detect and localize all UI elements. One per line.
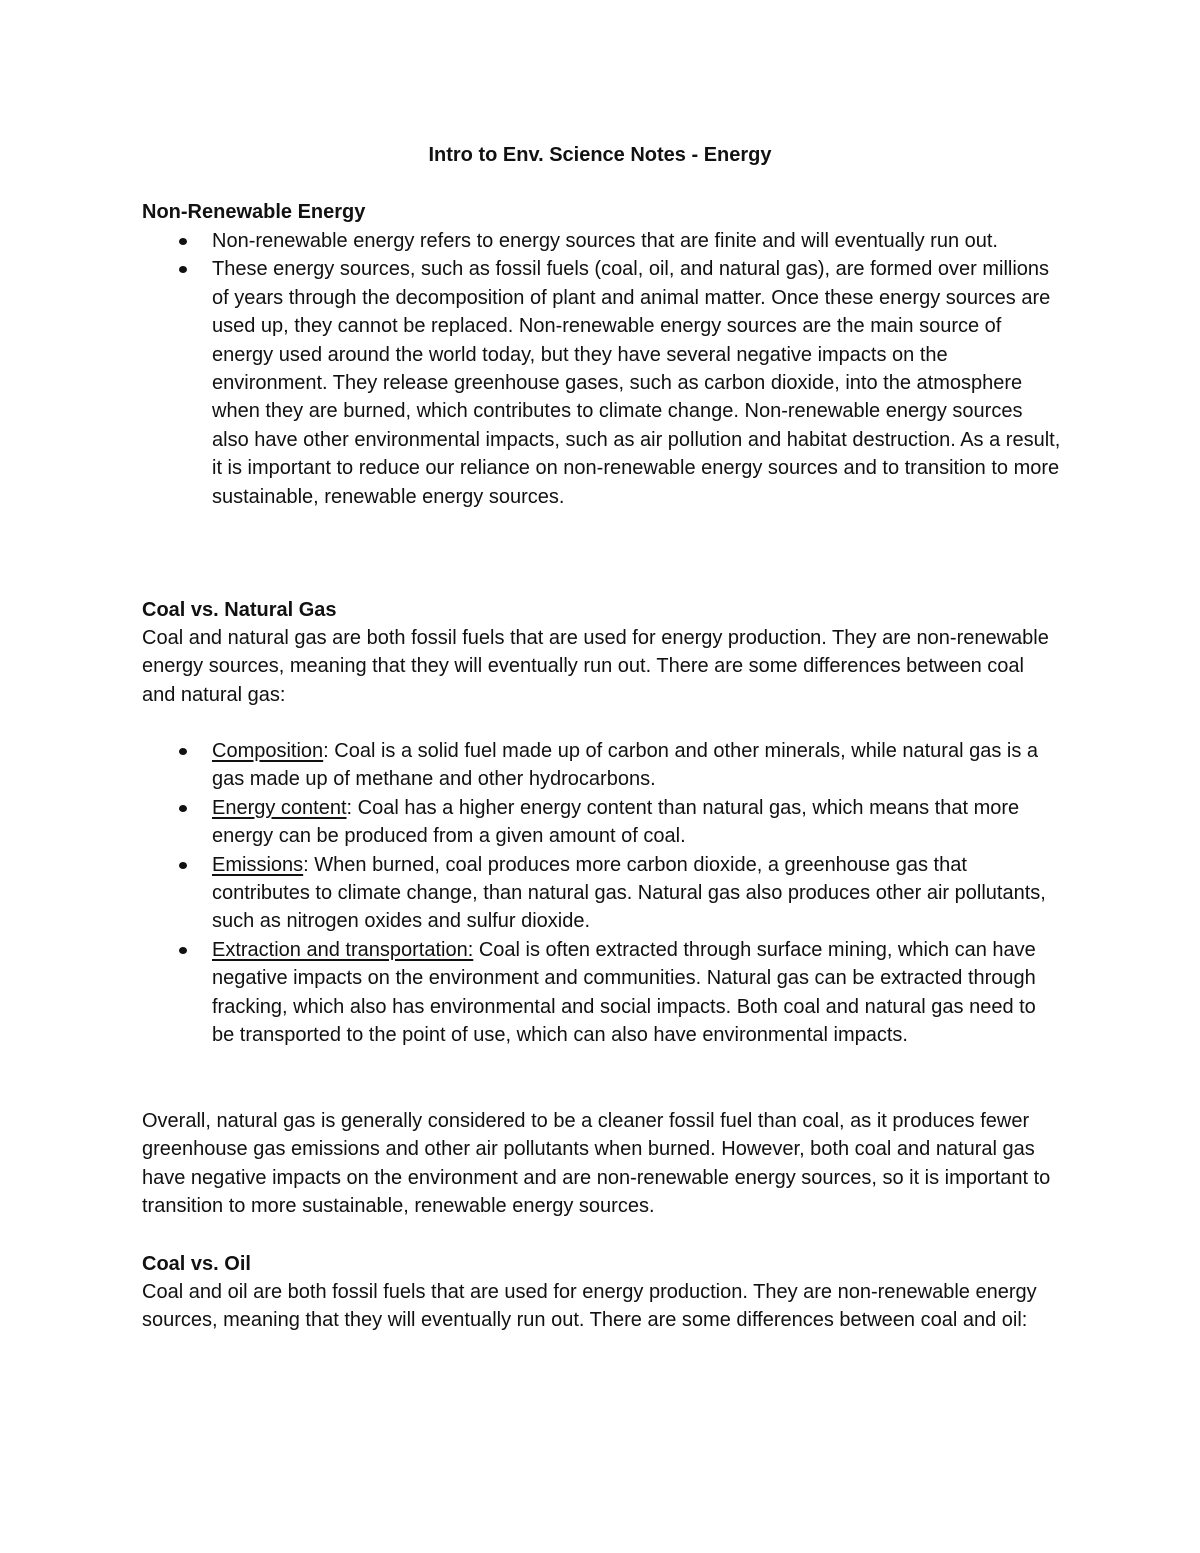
item-text: Coal has a higher energy content than natural gas, which means that more energy can be produced from a given amount of coal. [212, 796, 1020, 848]
list-item [142, 255, 1062, 511]
term-separator: : [346, 796, 353, 819]
term-composition: Composition [212, 740, 324, 762]
term-separator: : [303, 853, 309, 876]
list-item [142, 936, 1062, 1050]
document-title: Intro to Env. Science Notes - Energy [428, 144, 772, 166]
heading-coal-vs-oil: Coal vs. Oil [142, 1253, 251, 1275]
list-item [142, 737, 1062, 794]
list-item [142, 794, 1062, 851]
item-text: Coal is a solid fuel made up of carbon and other minerals, while natural gas is a gas made up of methane and other hydrocarbons. [212, 740, 1039, 791]
bullet-icon [179, 862, 187, 869]
term-separator: : [323, 740, 329, 762]
heading-coal-vs-natural-gas: Coal vs. Natural Gas [142, 599, 337, 621]
bullet-icon [179, 238, 187, 245]
bullet-icon [179, 266, 187, 273]
bullet-icon [179, 805, 187, 812]
list-item [142, 851, 1062, 936]
bullet-text: These energy sources, such as fossil fuels (coal, oil, and natural gas), are formed over millions of years through the decomposition of plant and animal matter. Once these energy sources are used up, they cannot be replaced. Non-renewable energy sources are the main source of energy used around the world today, but they have several negative impacts on the environment. They release greenhouse gases, such as carbon dioxide, into the atmosphere when they are burned, which contributes to climate change. Non-renewable energy sources also have other environmental impacts, such as air pollution and habitat destruction. As a result, it is important to reduce our reliance on non-renewable energy sources and to transition to more sustainable, renewable energy sources. [212, 258, 1061, 508]
coal-vs-natural-gas-differences-list [142, 737, 1062, 1049]
heading-non-renewable-energy: Non-Renewable Energy [142, 201, 366, 223]
coal-vs-natural-gas-intro: Coal and natural gas are both fossil fuels that are used for energy production. They are non-renewable energy sources, meaning that they will eventually run out. There are some differences between coal and natural gas: [142, 627, 1049, 706]
item-text: Coal is often extracted through surface mining, which can have negative impacts on the environment and communities. Natural gas can be extracted through fracking, which also has environmental and social impacts. Both coal and natural gas need to be transported to the point of use, which can also have environmental impacts. [212, 938, 1036, 1047]
bullet-icon [179, 947, 187, 954]
term-extraction-and-transportation: Extraction and transportation: [212, 938, 474, 961]
term-energy-content: Energy content [212, 796, 347, 819]
coal-vs-oil-intro: Coal and oil are both fossil fuels that are used for energy production. They are non-renewable energy sources, meaning that they will eventually run out. There are some differences between coal and oil: [142, 1281, 1037, 1332]
coal-vs-natural-gas-conclusion: Overall, natural gas is generally considered to be a cleaner fossil fuel than coal, as it produces fewer greenhouse gas emissions and other air pollutants when burned. However, both coal and natural gas have negative impacts on the environment and are non-renewable energy sources, so it is important to transition to more sustainable, renewable energy sources. [142, 1110, 1051, 1218]
non-renewable-bullet-list [142, 227, 1062, 511]
bullet-text: Non-renewable energy refers to energy sources that are finite and will eventually run out. [212, 230, 998, 252]
item-text: When burned, coal produces more carbon dioxide, a greenhouse gas that contributes to climate change, than natural gas. Natural gas also produces other air pollutants, such as nitrogen oxides and sulfur dioxide. [212, 853, 1046, 933]
bullet-icon [179, 748, 187, 755]
term-emissions: Emissions [212, 853, 304, 876]
list-item [142, 227, 1062, 255]
